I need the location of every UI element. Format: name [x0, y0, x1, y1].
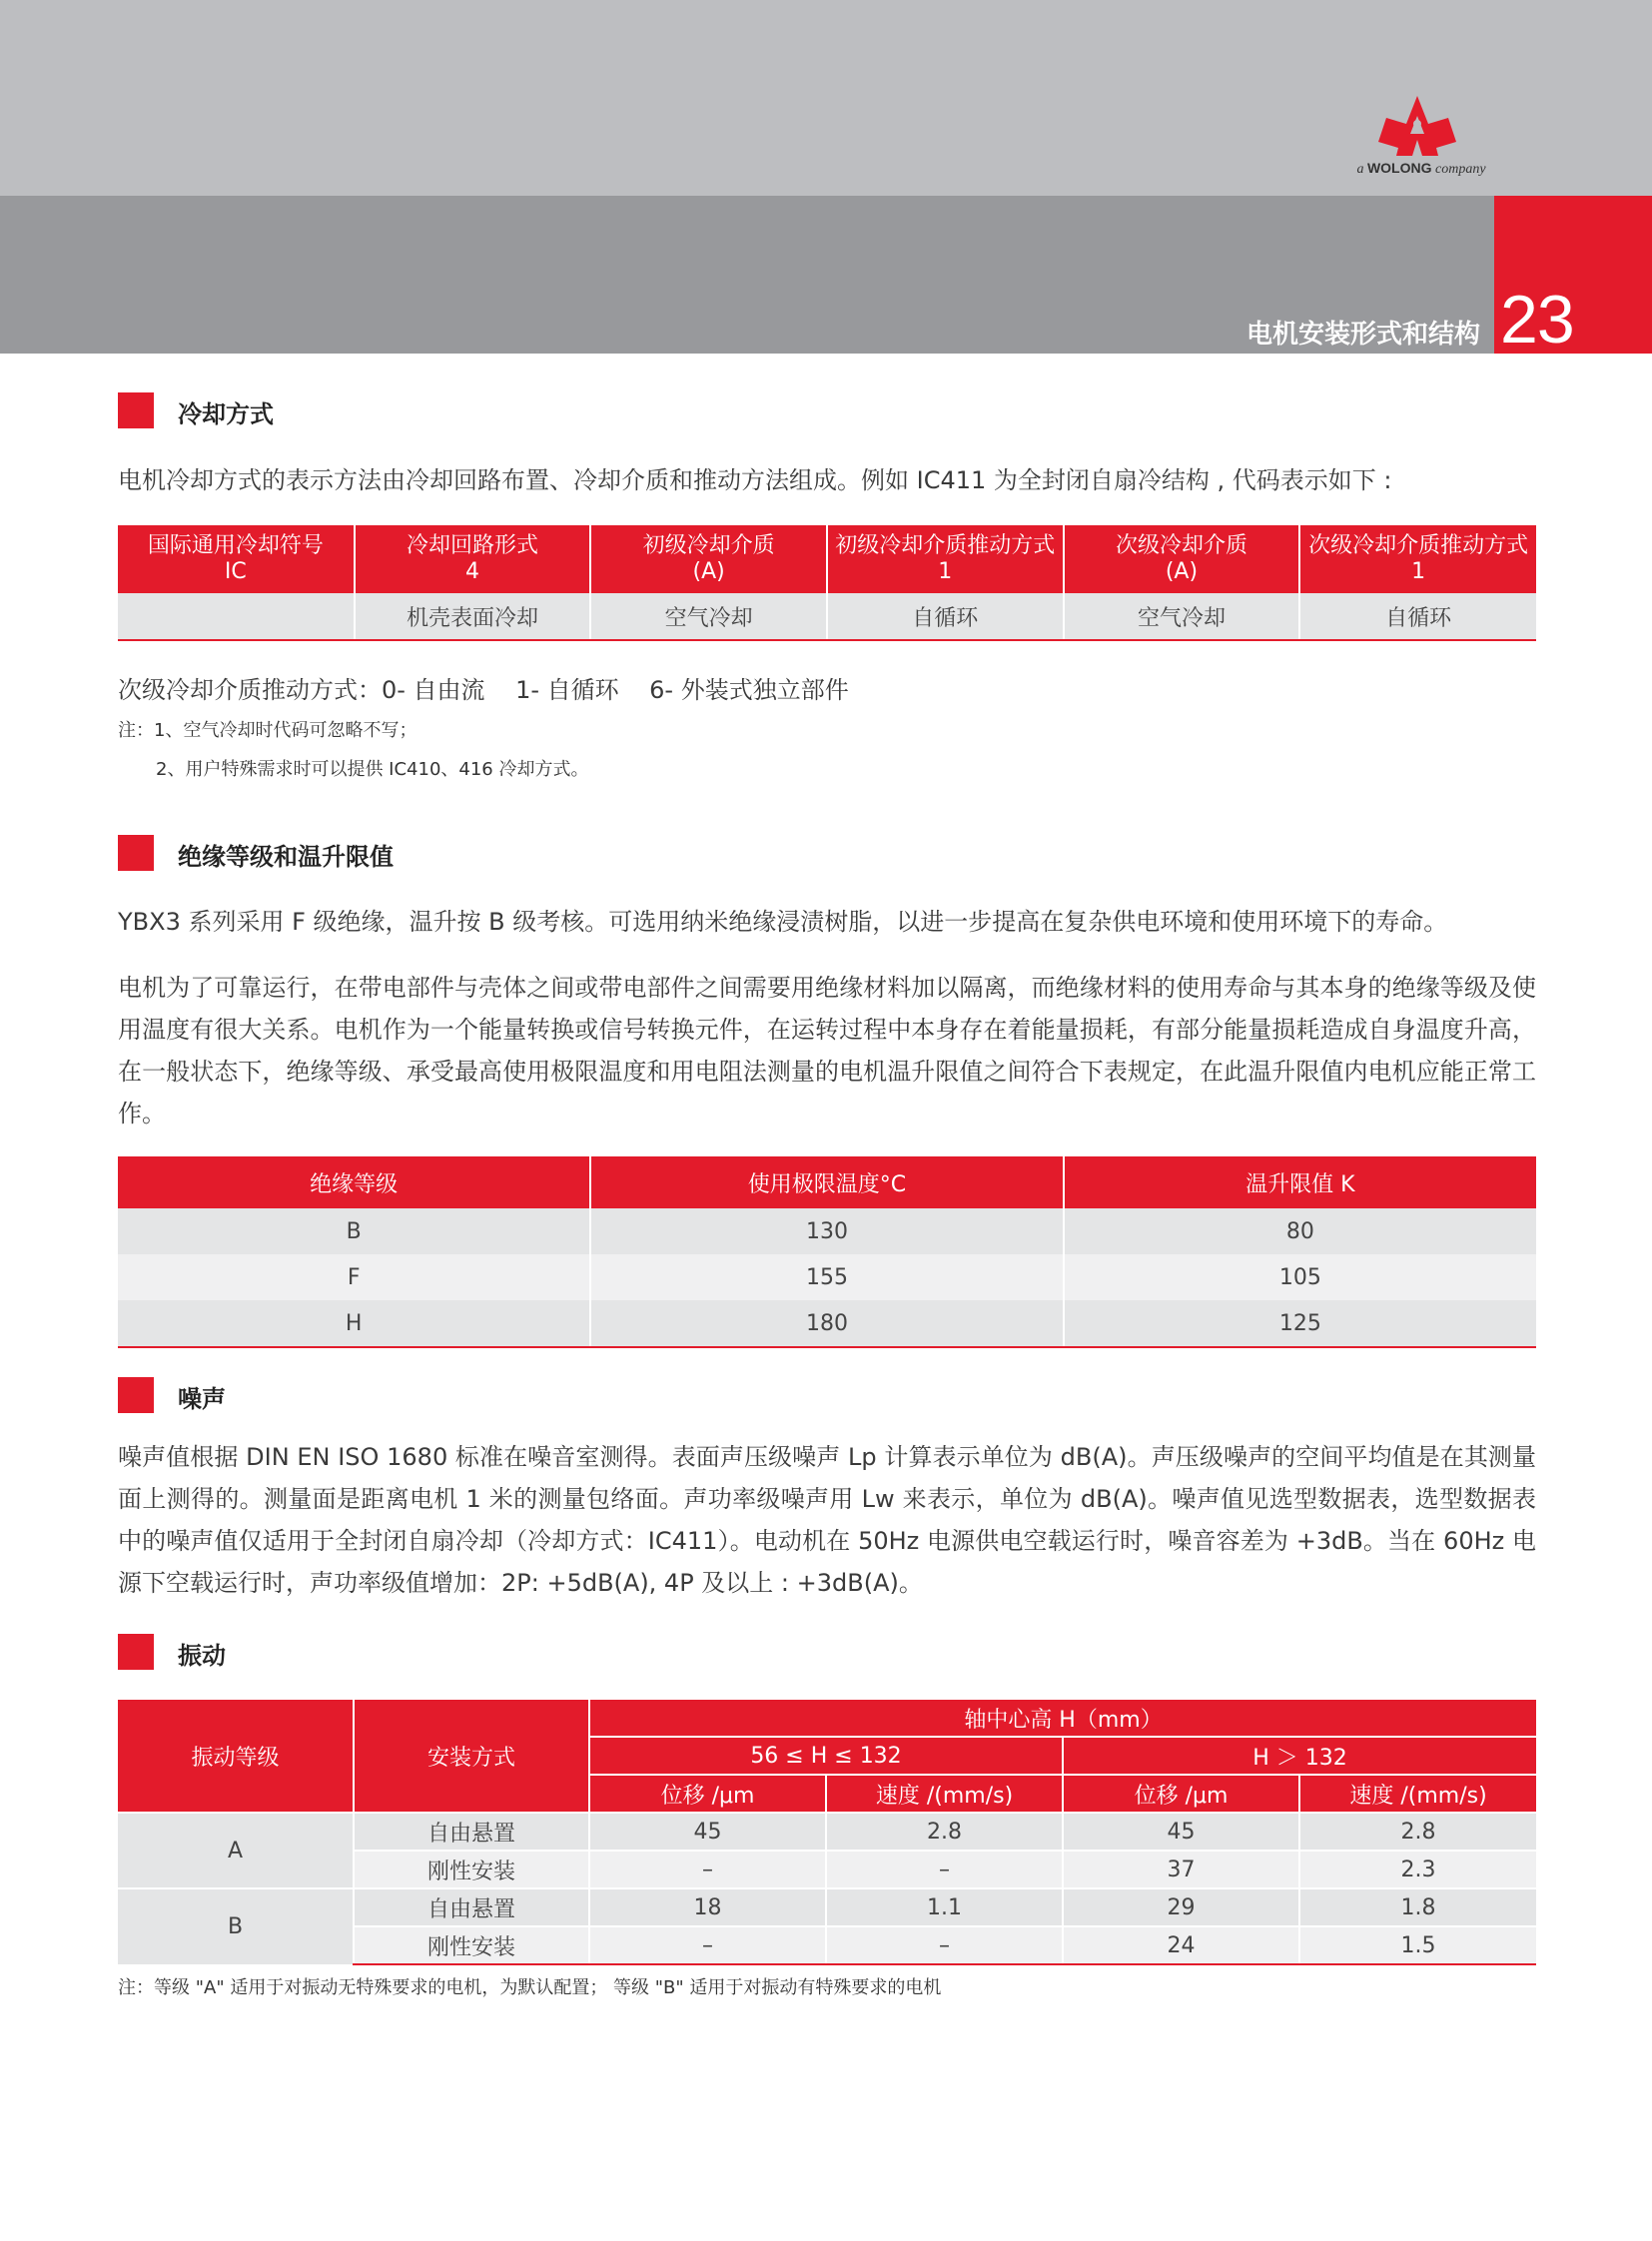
table-cell: B	[118, 1888, 354, 1964]
table-row	[118, 1888, 1536, 1926]
header-cell: 速度 /(mm/s)	[826, 1775, 1063, 1813]
logo-tagline: a WOLONG company	[1356, 160, 1486, 177]
table-row	[118, 593, 1536, 640]
secondary-methods: 次级冷却介质推动方式：0- 自由流 1- 自循环 6- 外装式独立部件	[118, 676, 849, 704]
section-marker	[118, 835, 154, 871]
header-cell: 初级冷却介质 (A)	[590, 525, 827, 593]
table-cell: 180	[590, 1300, 1063, 1347]
wolong-logo-icon	[1376, 94, 1458, 160]
vibration-table	[118, 1700, 1536, 1965]
table-header-row	[118, 1700, 1536, 1737]
table-cell: 105	[1064, 1254, 1536, 1300]
table-cell: 1.1	[826, 1888, 1063, 1926]
table-cell	[118, 593, 355, 640]
header-cell: 绝缘等级	[118, 1156, 590, 1208]
section-title: 振动	[178, 1642, 226, 1670]
table-cell: 125	[1064, 1300, 1536, 1347]
section-marker	[118, 1634, 154, 1670]
table-cell: F	[118, 1254, 590, 1300]
table-header-row	[118, 525, 1536, 593]
section-title: 噪声	[178, 1385, 226, 1413]
header-cell: 次级冷却介质推动方式 1	[1299, 525, 1536, 593]
header-cell: 轴中心高 H（mm）	[589, 1700, 1536, 1737]
header-cell: 初级冷却介质推动方式 1	[827, 525, 1064, 593]
header-cell: 国际通用冷却符号 IC	[118, 525, 355, 593]
table-row	[118, 1208, 1536, 1254]
table-cell: 自循环	[827, 593, 1064, 640]
cooling-note-2: 2、用户特殊需求时可以提供 IC410、416 冷却方式。	[156, 759, 589, 780]
table-cell: 1.5	[1299, 1926, 1536, 1964]
table-cell: 24	[1063, 1926, 1299, 1964]
header-cell: 安装方式	[354, 1700, 589, 1813]
header-cell: H ＞ 132	[1063, 1737, 1536, 1775]
table-cell: –	[589, 1851, 826, 1888]
table-cell: 155	[590, 1254, 1063, 1300]
cooling-code-table	[118, 525, 1536, 641]
table-cell: 1.8	[1299, 1888, 1536, 1926]
table-cell: 自由悬置	[354, 1813, 589, 1851]
table-cell: 130	[590, 1208, 1063, 1254]
vibration-note: 注：等级 "A" 适用于对振动无特殊要求的电机，为默认配置； 等级 "B" 适用于对振动有特殊要求的电机	[118, 1977, 942, 1998]
table-cell: 80	[1064, 1208, 1536, 1254]
insulation-para-2: 电机为了可靠运行，在带电部件与壳体之间或带电部件之间需要用绝缘材料加以隔离，而绝缘材料的使用寿命与其本身的绝缘等级及使用温度有很大关系。电机作为一个能量转换或信号转换元件，在运转过程中本身存在着能量损耗，有部分能量损耗造成自身温度升高，在一般状态下，绝缘等级、承受最高使用极限温度和用电阻法测量的电机温升限值之间符合下表规定，在此温升限值内电机应能正常工作。	[118, 974, 1536, 1127]
cooling-note-1: 注：1、空气冷却时代码可忽略不写；	[118, 720, 417, 741]
table-cell: 刚性安装	[354, 1926, 589, 1964]
header-cell: 振动等级	[118, 1700, 354, 1813]
table-cell: 18	[589, 1888, 826, 1926]
table-cell: B	[118, 1208, 590, 1254]
header-cell: 位移 /μm	[589, 1775, 826, 1813]
header-cell: 56 ≤ H ≤ 132	[589, 1737, 1063, 1775]
table-cell: 机壳表面冷却	[355, 593, 591, 640]
page-number: 23	[1500, 282, 1574, 358]
table-cell: –	[826, 1851, 1063, 1888]
table-cell: 2.8	[826, 1813, 1063, 1851]
table-cell: 自由悬置	[354, 1888, 589, 1926]
table-cell: 29	[1063, 1888, 1299, 1926]
table-row	[118, 1254, 1536, 1300]
table-cell: 空气冷却	[1064, 593, 1300, 640]
section-marker	[118, 1377, 154, 1413]
chapter-title: 电机安装形式和结构	[1245, 320, 1480, 350]
section-title: 绝缘等级和温升限值	[178, 843, 394, 871]
section-marker	[118, 392, 154, 428]
cooling-intro: 电机冷却方式的表示方法由冷却回路布置、冷却介质和推动方法组成。例如 IC411 为全封闭自扇冷结构 , 代码表示如下 :	[118, 466, 1392, 494]
header-cell: 速度 /(mm/s)	[1299, 1775, 1536, 1813]
header-cell: 位移 /μm	[1063, 1775, 1299, 1813]
header-cell: 使用极限温度°C	[590, 1156, 1063, 1208]
table-cell: –	[826, 1926, 1063, 1964]
table-cell: 刚性安装	[354, 1851, 589, 1888]
insulation-para-1: YBX3 系列采用 F 级绝缘，温升按 B 级考核。可选用纳米绝缘浸渍树脂，以进一步提高在复杂供电环境和使用环境下的寿命。	[118, 908, 1448, 936]
table-cell: 2.3	[1299, 1851, 1536, 1888]
header-cell: 温升限值 K	[1064, 1156, 1536, 1208]
table-cell: 2.8	[1299, 1813, 1536, 1851]
table-cell: 自循环	[1299, 593, 1536, 640]
table-header-row	[118, 1156, 1536, 1208]
table-cell: H	[118, 1300, 590, 1347]
header-cell: 次级冷却介质 (A)	[1064, 525, 1300, 593]
table-cell: 37	[1063, 1851, 1299, 1888]
insulation-table	[118, 1156, 1536, 1348]
table-row	[118, 1813, 1536, 1851]
header-cell: 冷却回路形式 4	[355, 525, 591, 593]
noise-paragraph: 噪声值根据 DIN EN ISO 1680 标准在噪音室测得。表面声压级噪声 Lp 计算表示单位为 dB(A)。声压级噪声的空间平均值是在其测量面上测得的。测量面是距离电机 1 米的测量包络面。声功率级噪声用 Lw 来表示，单位为 dB(A)。噪声值见选型数据表，选型数据表中的噪声值仅适用于全封闭自扇冷却（冷却方式：IC411）。电动机在 50Hz 电源供电空载运行时，噪音容差为 +3dB。当在 60Hz 电源下空载运行时，声功率级值增加：2P: +5dB(A), 4P 及以上 : +3dB(A)。	[118, 1443, 1536, 1597]
table-row	[118, 1300, 1536, 1347]
section-title: 冷却方式	[178, 400, 274, 428]
table-cell: 45	[589, 1813, 826, 1851]
table-cell: A	[118, 1813, 354, 1888]
table-cell: 空气冷却	[590, 593, 827, 640]
table-cell: –	[589, 1926, 826, 1964]
table-cell: 45	[1063, 1813, 1299, 1851]
